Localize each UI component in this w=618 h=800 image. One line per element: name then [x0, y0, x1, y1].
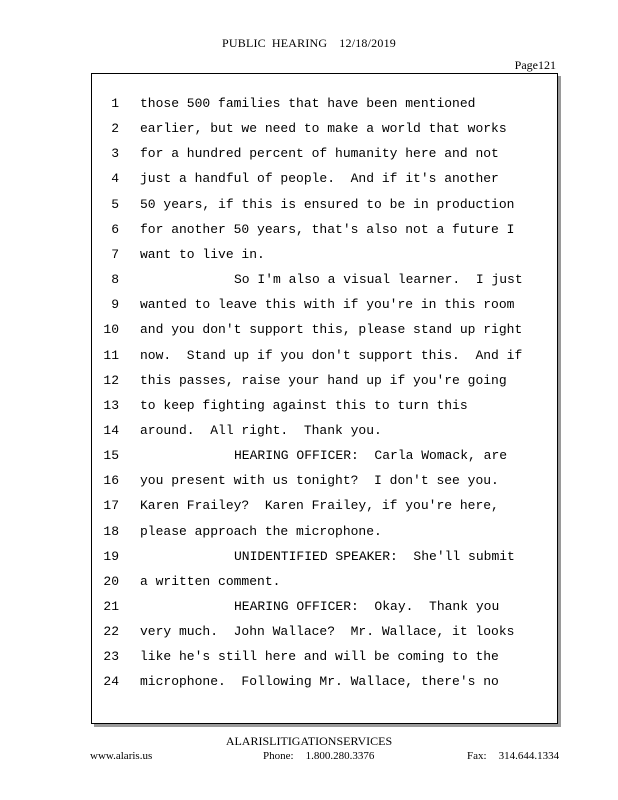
line-number: 17	[103, 498, 119, 514]
transcript-line	[92, 271, 557, 296]
line-number: 12	[103, 372, 119, 388]
line-number: 10	[103, 322, 119, 338]
line-text: for another 50 years, that's also not a future I	[140, 221, 515, 237]
line-text: want to live in.	[140, 246, 265, 262]
line-number: 8	[111, 272, 119, 288]
line-number: 3	[111, 146, 119, 162]
line-number: 14	[103, 422, 119, 438]
line-text: just a handful of people. And if it's another	[140, 171, 499, 187]
transcript-line	[92, 497, 557, 522]
line-number: 2	[111, 121, 119, 137]
line-text: earlier, but we need to make a world that works	[140, 121, 507, 137]
transcript-line	[92, 347, 557, 372]
page-number: 121	[538, 58, 556, 72]
company-part3: SERVICES	[336, 734, 393, 748]
line-text: UNIDENTIFIED SPEAKER: She'll submit	[234, 548, 515, 564]
transcript-line	[92, 598, 557, 623]
transcript-line	[92, 472, 557, 497]
company-part2: LITIGATION	[269, 734, 337, 748]
header-title-part1: PUBLIC	[222, 36, 266, 50]
line-number: 21	[103, 599, 119, 614]
line-number: 13	[103, 397, 119, 413]
line-text: you present with us tonight? I don't see you.	[140, 473, 499, 489]
line-text: So I'm also a visual learner. I just	[234, 272, 523, 288]
line-text: those 500 families that have been mentioned	[140, 96, 476, 111]
line-text: and you don't support this, please stand up right	[140, 322, 523, 338]
line-text: now. Stand up if you don't support this. And if	[140, 347, 523, 363]
line-number: 15	[103, 448, 119, 464]
company-part1: ALARIS	[225, 734, 270, 748]
transcript-line	[92, 296, 557, 321]
phone-number: 1.800.280.3376	[305, 750, 375, 762]
line-number: 22	[103, 624, 119, 640]
footer-company	[0, 734, 618, 749]
transcript-line	[92, 648, 557, 673]
line-number: 6	[111, 221, 119, 237]
transcript-line	[92, 397, 557, 422]
line-number: 19	[103, 548, 119, 564]
line-text: like he's still here and will be coming to the	[140, 649, 499, 665]
footer-phone	[263, 750, 374, 762]
line-number: 23	[103, 649, 119, 665]
footer-fax	[467, 750, 559, 762]
line-text: a written comment.	[140, 573, 281, 589]
line-number: 4	[111, 171, 119, 187]
line-text: HEARING OFFICER: Carla Womack, are	[234, 448, 508, 464]
transcript-line	[92, 221, 557, 246]
transcript-line	[92, 95, 557, 120]
line-text: very much. John Wallace? Mr. Wallace, it looks	[140, 624, 515, 640]
line-text: wanted to leave this with if you're in this room	[140, 297, 515, 313]
transcript-line	[92, 548, 557, 573]
transcript-line	[92, 145, 557, 170]
transcript-line	[92, 523, 557, 548]
line-text: HEARING OFFICER: Okay. Thank you	[234, 599, 500, 614]
line-text: around. All right. Thank you.	[140, 422, 382, 438]
line-text: this passes, raise your hand up if you're going	[140, 372, 507, 388]
transcript-line	[92, 170, 557, 195]
phone-label: Phone:	[263, 750, 294, 762]
transcript-line	[92, 422, 557, 447]
line-number: 18	[103, 523, 119, 539]
transcript-line	[92, 246, 557, 271]
transcript-line	[92, 673, 557, 698]
transcript-line	[92, 573, 557, 598]
line-number: 20	[103, 573, 119, 589]
line-text: to keep fighting against this to turn this	[140, 397, 468, 413]
header-title-part2: HEARING	[271, 36, 328, 50]
line-number: 24	[103, 674, 119, 690]
page-header	[0, 36, 618, 51]
line-number: 1	[111, 96, 119, 111]
fax-number: 314.644.1334	[498, 750, 560, 762]
line-text: please approach the microphone.	[140, 523, 382, 539]
transcript-line	[92, 321, 557, 346]
line-number: 16	[103, 473, 119, 489]
line-text: Karen Frailey? Karen Frailey, if you're here,	[140, 498, 499, 514]
header-date: 12/18/2019	[339, 36, 396, 50]
line-number: 5	[111, 196, 119, 212]
line-text: for a hundred percent of humanity here and not	[140, 146, 499, 162]
transcript-line	[92, 372, 557, 397]
line-text: microphone. Following Mr. Wallace, there's no	[140, 674, 499, 690]
line-number: 9	[111, 297, 119, 313]
transcript-line	[92, 120, 557, 145]
transcript-line	[92, 447, 557, 472]
transcript-box	[91, 73, 558, 724]
page-number-label	[515, 58, 556, 73]
line-number: 7	[111, 246, 119, 262]
transcript-line	[92, 196, 557, 221]
footer-website: www.alaris.us	[90, 750, 153, 762]
page-label-text: Page	[514, 58, 538, 72]
transcript-line	[92, 623, 557, 648]
line-text: 50 years, if this is ensured to be in production	[140, 196, 515, 212]
fax-label: Fax:	[467, 750, 487, 762]
line-number: 11	[103, 347, 119, 363]
